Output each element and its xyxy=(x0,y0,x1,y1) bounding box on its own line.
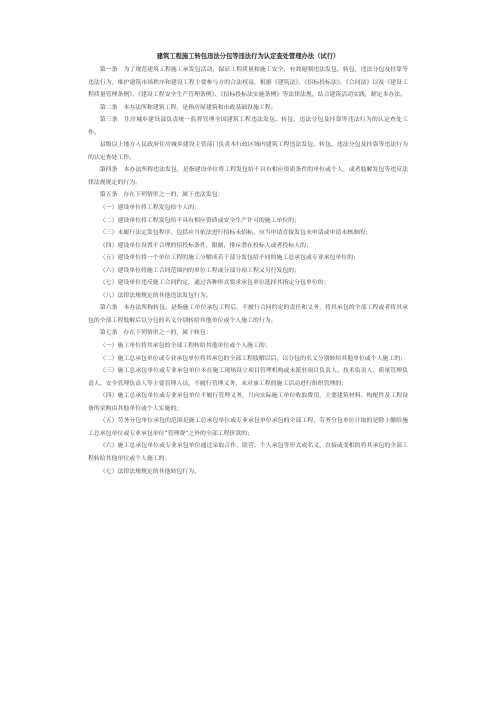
paragraph-article-7: 第七条 存在下列情形之一的，属于转包： xyxy=(99,330,212,337)
list-item-7-4: （四）施工总承包单位或专业承包单位不履行管理义务，只向实际施工单位收取费用，主要建筑材料、构配件及工程设备的采购由其他单位或个人实施的； xyxy=(88,393,408,412)
paragraph-article-2: 第二条 本办法所称建筑工程，是指房屋建筑和市政基础设施工程。 xyxy=(99,104,277,111)
list-item-7-6: （六）施工总承包单位或专业承包单位通过采取合作、联营、个人承包等形式或名义，直接或变相的将其承包的全部工程转给其他单位或个人施工的； xyxy=(88,443,408,462)
list-item-7-2: （二）施工总承包单位或专业承包单位将其承包的全部工程肢解以后，以分包的名义分别转给其他单位或个人施工的； xyxy=(99,355,407,362)
list-item-5-6: （六）建设单位将施工合同范围内的单位工程或分部分项工程又另行发包的； xyxy=(99,267,301,274)
list-item-7-1: （一）施工单位将其承包的全部工程转给其他单位或个人施工的； xyxy=(99,343,271,350)
paragraph-article-4: 第四条 本办法所称违法发包，是指建设单位将工程发包给不具有相应资质条件的单位或个人，或者肢解发包等违反法律法规规定的行为。 xyxy=(88,167,408,186)
list-item-7-3: （三）施工总承包单位或专业承包单位未在施工现场设立项目管理机构或未派驻项目负责人、技术负责人、质量管理负责人、安全管理负责人等主要管理人员，不履行管理义务，未对该工程的施工活动进行组织管理的； xyxy=(88,368,408,387)
list-item-5-2: （二）建设单位将工程发包给不具有相应资质或安全生产许可的施工单位的； xyxy=(99,217,301,224)
document-body xyxy=(88,52,408,478)
list-item-7-7: （七）法律法规规定的其他转包行为。 xyxy=(99,468,200,475)
list-item-5-1: （一）建设单位将工程发包给个人的； xyxy=(99,205,200,212)
paragraph-article-3: 第三条 住房城乡建设部负责统一监督管理全国建筑工程违法发包、转包、违法分包及挂靠等违法行为的认定查处工作。 xyxy=(88,117,408,136)
paragraph-article-1: 第一条 为了规范建筑工程施工承发包活动，保证工程质量和施工安全，有效遏制违法发包、转包、违法分包及挂靠等违法行为，维护建筑市场秩序和建设工程主要参与方的合法权益，根据《建筑法》、《招标投标法》、《合同法》以及《建设工程质量管理条例》、《建设工程安全生产管理条例》、《招标投标法实施条例》等法律法规，结合建筑活动实践，制定本办法。 xyxy=(88,67,408,99)
list-item-5-3: （三）未履行法定发包程序，包括应当依法进行招标未招标，应当申请直接发包未申请或申请未核准的； xyxy=(99,230,371,237)
list-item-5-4: （四）建设单位设置不合理的招投标条件，限制、排斥潜在投标人或者投标人的； xyxy=(99,242,312,249)
list-item-7-5: （五）劳务分包单位承包的范围是施工总承包单位或专业承包单位承包的全部工程，劳务分包单位计取的是除上缴给施工总承包单位或专业承包单位“管理费”之外的全部工程价款的； xyxy=(88,418,408,437)
list-item-5-7: （七）建设单位违反施工合同约定，通过各种形式要求承包单位选择其指定分包单位的； xyxy=(99,280,330,287)
list-item-5-5: （五）建设单位将一个单位工程的施工分解成若干部分发包给不同的施工总承包或专业承包单位的； xyxy=(99,255,359,262)
paragraph-article-5: 第五条 存在下列情形之一的，属于违法发包： xyxy=(99,192,224,199)
list-item-5-8: （八）法律法规规定的其他违法发包行为。 xyxy=(99,292,212,299)
paragraph-article-3-county: 县级以上地方人民政府住房城乡建设主管部门负责本行政区域内建筑工程违法发包、转包、违法分包及挂靠等违法行为的认定查处工作。 xyxy=(88,142,408,161)
paragraph-article-6: 第六条 本办法所称转包，是指施工单位承包工程后，不履行合同约定的责任和义务，将其承包的全部工程或者将其承包的全部工程肢解后以分包的名义分别转给其他单位或个人施工的行为。 xyxy=(88,305,408,324)
document-title: 建筑工程施工转包违法分包等违法行为认定查处管理办法（试行） xyxy=(156,53,340,60)
